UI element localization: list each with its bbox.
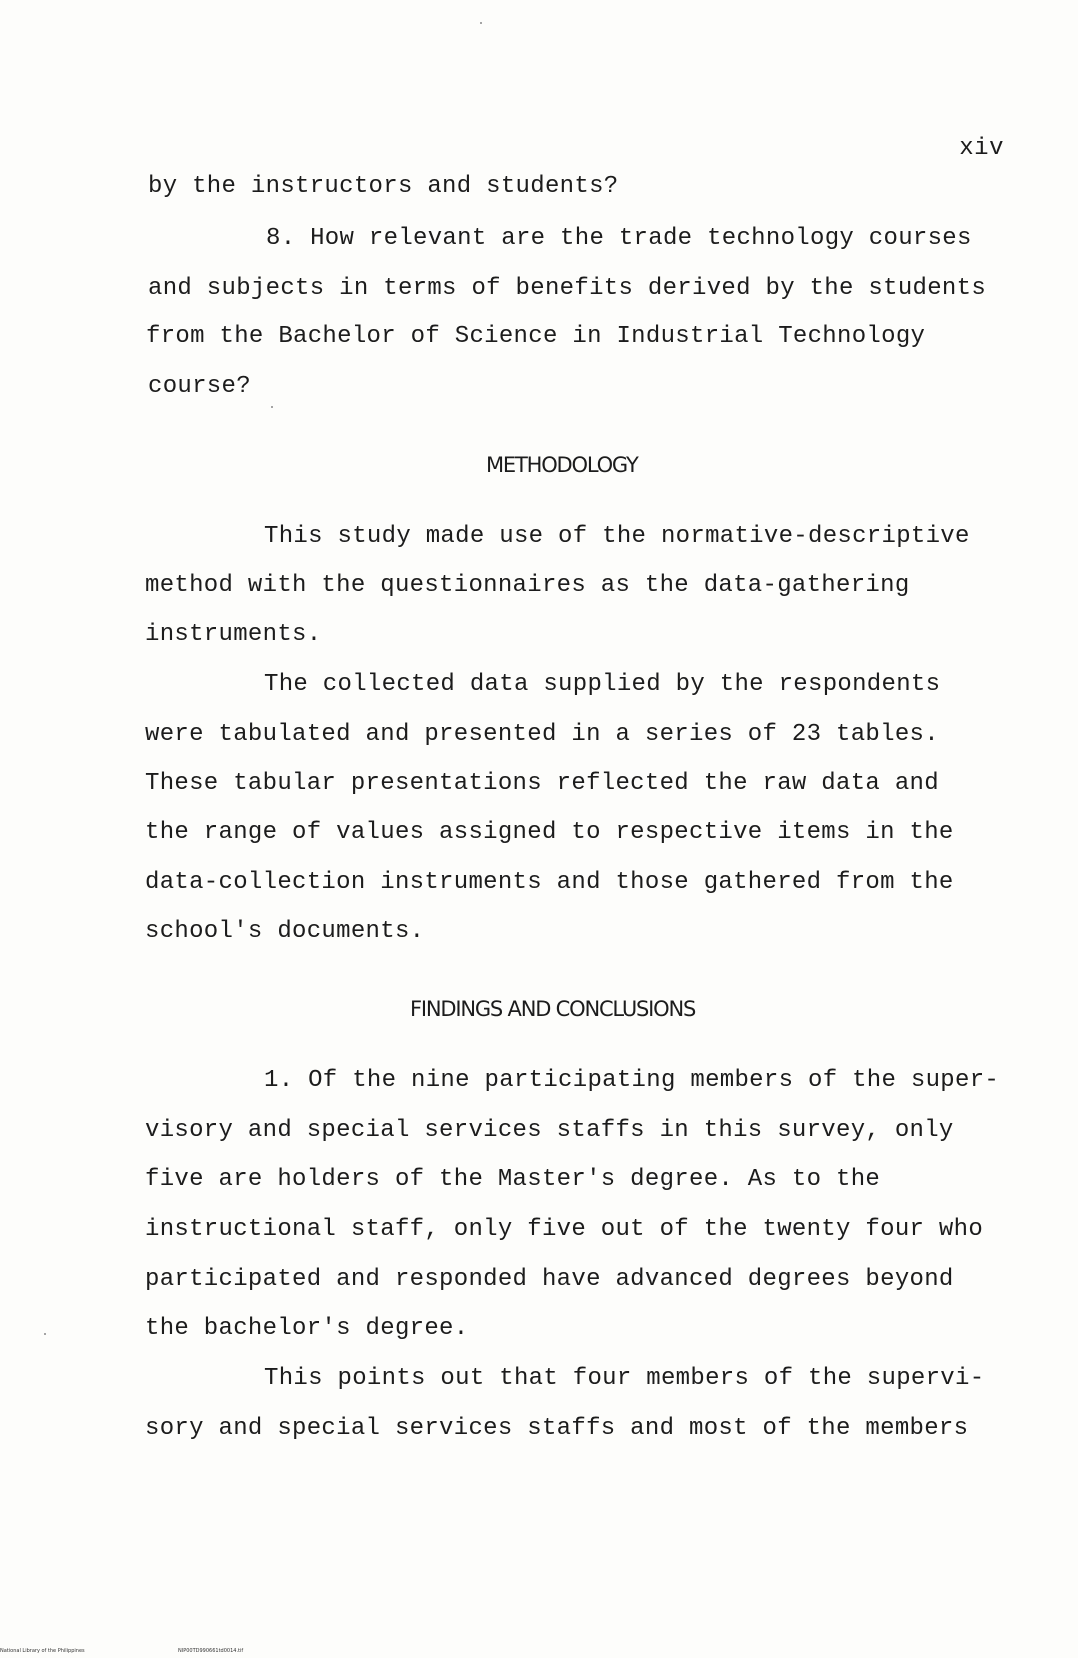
text-line: were tabulated and presented in a series of 23 tables. xyxy=(145,721,939,748)
section-heading-methodology: METHODOLOGY xyxy=(486,453,638,477)
text-line: The collected data supplied by the respondents xyxy=(264,671,941,698)
section-heading-findings: FINDINGS AND CONCLUSIONS xyxy=(410,997,696,1021)
text-line: the bachelor's degree. xyxy=(145,1315,469,1342)
text-line: These tabular presentations reflected the raw data and xyxy=(145,770,939,797)
text-line: school's documents. xyxy=(145,918,425,945)
text-line: course? xyxy=(148,373,251,400)
text-line: the range of values assigned to respective items in the xyxy=(145,819,954,846)
scan-speck xyxy=(44,1333,46,1335)
text-line: This points out that four members of the supervi- xyxy=(264,1365,985,1392)
scan-speck xyxy=(271,406,273,408)
text-line: and subjects in terms of benefits derived by the students xyxy=(148,275,987,302)
text-line: 1. Of the nine participating members of the super- xyxy=(264,1067,1000,1094)
text-line: five are holders of the Master's degree. As to the xyxy=(145,1166,881,1193)
footer-archive-id: NIP00TD990661td0014.tif xyxy=(178,1648,244,1654)
text-line: by the instructors and students? xyxy=(148,173,619,200)
text-line: from the Bachelor of Science in Industrial Technology xyxy=(146,323,926,350)
scan-footer xyxy=(0,1648,244,1654)
text-line: visory and special services staffs in this survey, only xyxy=(145,1117,954,1144)
text-line: 8. How relevant are the trade technology courses xyxy=(266,225,972,252)
text-line: This study made use of the normative-descriptive xyxy=(264,523,970,550)
text-line: data-collection instruments and those gathered from the xyxy=(145,869,954,896)
text-line: method with the questionnaires as the data-gathering xyxy=(145,572,910,599)
text-line: instructional staff, only five out of the twenty four who xyxy=(145,1216,984,1243)
footer-library: National Library of the Philippines xyxy=(0,1648,85,1654)
scan-speck xyxy=(480,22,482,24)
text-line: sory and special services staffs and most of the members xyxy=(145,1415,969,1442)
text-line: instruments. xyxy=(145,621,322,648)
page-number: xiv xyxy=(959,135,1004,162)
text-line: participated and responded have advanced degrees beyond xyxy=(145,1266,954,1293)
